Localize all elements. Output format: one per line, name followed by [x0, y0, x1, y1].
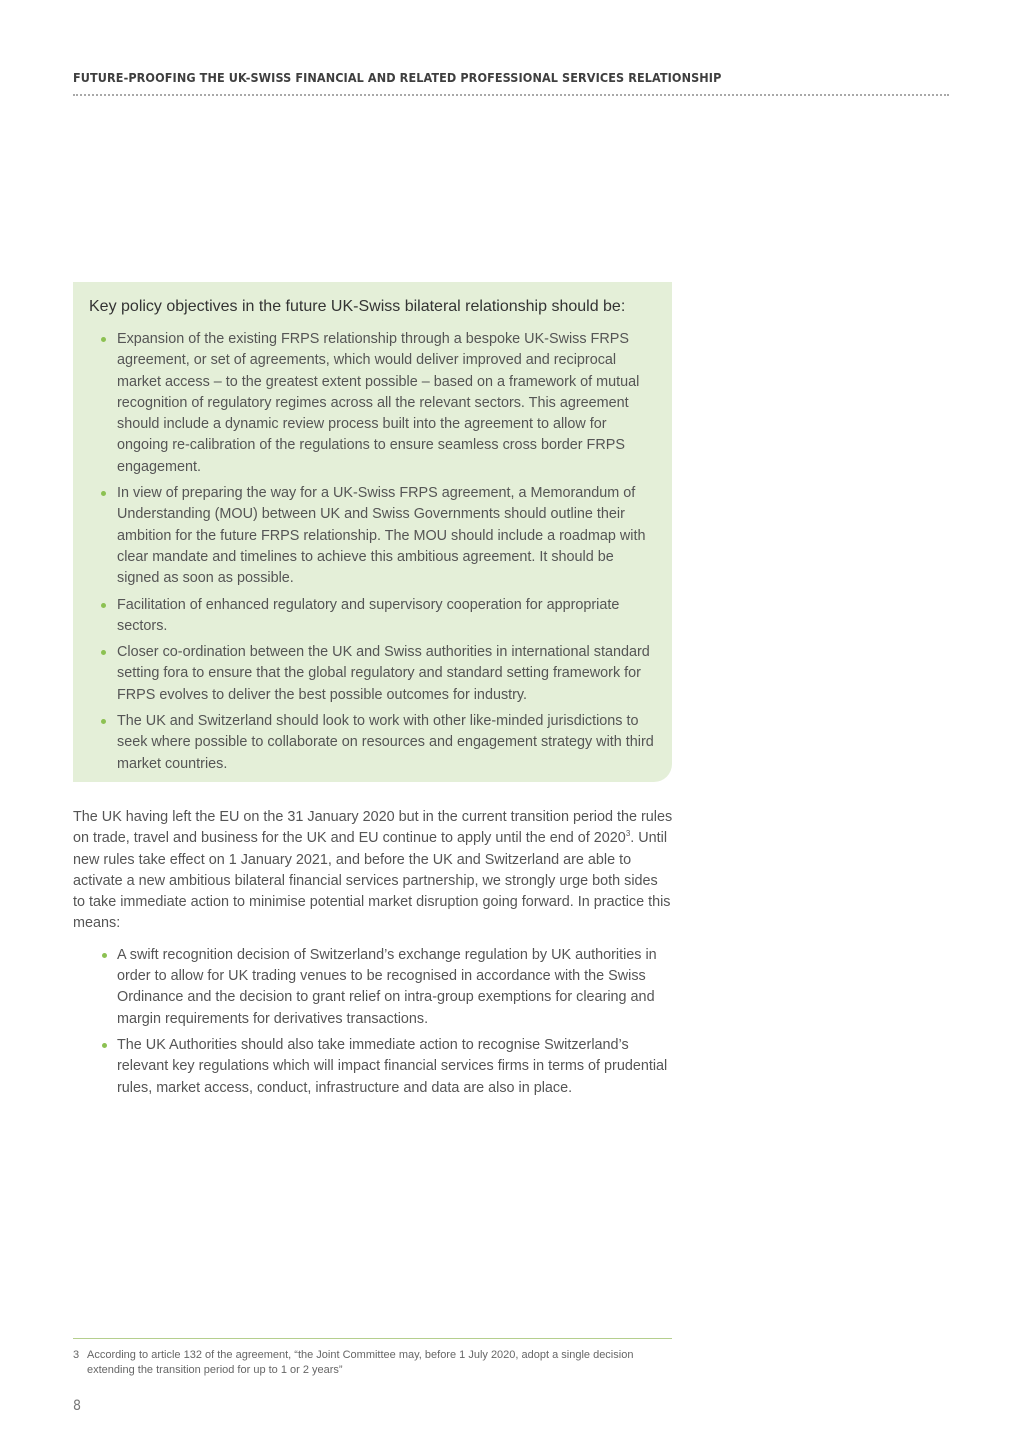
bullet-dot-icon — [101, 719, 106, 724]
list-item: In view of preparing the way for a UK-Swiss FRPS agreement, a Memorandum of Understanding (MOU) between UK and Swiss Governments should outline their ambition for the future FRPS relationship. The MOU should include a roadmap with clear mandate and timelines to achieve this ambitious agreement. It should be signed as soon as possible. — [89, 483, 656, 589]
footnote-reference: 3 — [625, 829, 631, 839]
bullet-dot-icon — [101, 491, 106, 496]
footnote-divider — [73, 1338, 672, 1339]
list-item: Closer co-ordination between the UK and Swiss authorities in international standard setting fora to ensure that the global regulatory and standard setting framework for FRPS evolves to deliver the best possible outcomes for industry. — [89, 642, 656, 706]
bullet-dot-icon — [102, 953, 107, 958]
footnote-text-line1: According to article 132 of the agreement, “the Joint Committee may, before 1 July 2020, adopt a single decision — [87, 1349, 634, 1361]
page-number: 8 — [73, 1398, 82, 1414]
policy-objectives-heading: Key policy objectives in the future UK-Swiss bilateral relationship should be: — [89, 298, 626, 315]
bullet-dot-icon — [101, 603, 106, 608]
policy-objectives-list — [89, 329, 656, 775]
header-dotted-divider — [73, 94, 949, 96]
list-item: Facilitation of enhanced regulatory and supervisory cooperation for appropriate sectors. — [89, 595, 656, 638]
bullet-dot-icon — [101, 337, 106, 342]
body-actions-list — [73, 945, 673, 1099]
footnote-text-line2: extending the transition period for up to 1 or 2 years” — [87, 1364, 343, 1376]
bullet-dot-icon — [101, 650, 106, 655]
body-section — [73, 807, 673, 1104]
footnote — [73, 1348, 673, 1378]
bullet-dot-icon — [102, 1043, 107, 1048]
list-item: A swift recognition decision of Switzerland’s exchange regulation by UK authorities in order to allow for UK trading venues to be recognised in accordance with the Swiss Ordinance and the decision to grant relief on intra-group exemptions for clearing and margin requirements for derivatives transactions. — [73, 945, 673, 1030]
footnote-number: 3 — [73, 1349, 80, 1361]
running-header: FUTURE-PROOFING THE UK-SWISS FINANCIAL AND RELATED PROFESSIONAL SERVICES RELATIONSHIP — [73, 70, 722, 85]
body-paragraph: The UK having left the EU on the 31 January 2020 but in the current transition period the rules on trade, travel and business for the UK and EU continue to apply until the end of 2020$^3$. Until new rules take effect on 1 January 2021, and before the UK and Switzerland are able to activate a new ambitious bilateral financial services partnership, we strongly urge both sides to take immediate action to minimise potential market disruption going forward. In practice this means: — [73, 809, 673, 932]
policy-objectives-box — [73, 282, 672, 782]
list-item: Expansion of the existing FRPS relationship through a bespoke UK-Swiss FRPS agreement, or set of agreements, which would deliver improved and reciprocal market access – to the greatest extent possible – based on a framework of mutual recognition of regulatory regimes across all the relevant sectors. This agreement should include a dynamic review process built into the agreement to allow for ongoing re-calibration of the regulations to ensure seamless cross border FRPS engagement. — [89, 329, 656, 478]
list-item: The UK and Switzerland should look to work with other like-minded jurisdictions to seek where possible to collaborate on resources and engagement strategy with third market countries. — [89, 711, 656, 775]
list-item: The UK Authorities should also take immediate action to recognise Switzerland’s relevant key regulations which will impact financial services firms in terms of prudential rules, market access, conduct, infrastructure and data are also in place. — [73, 1035, 673, 1099]
